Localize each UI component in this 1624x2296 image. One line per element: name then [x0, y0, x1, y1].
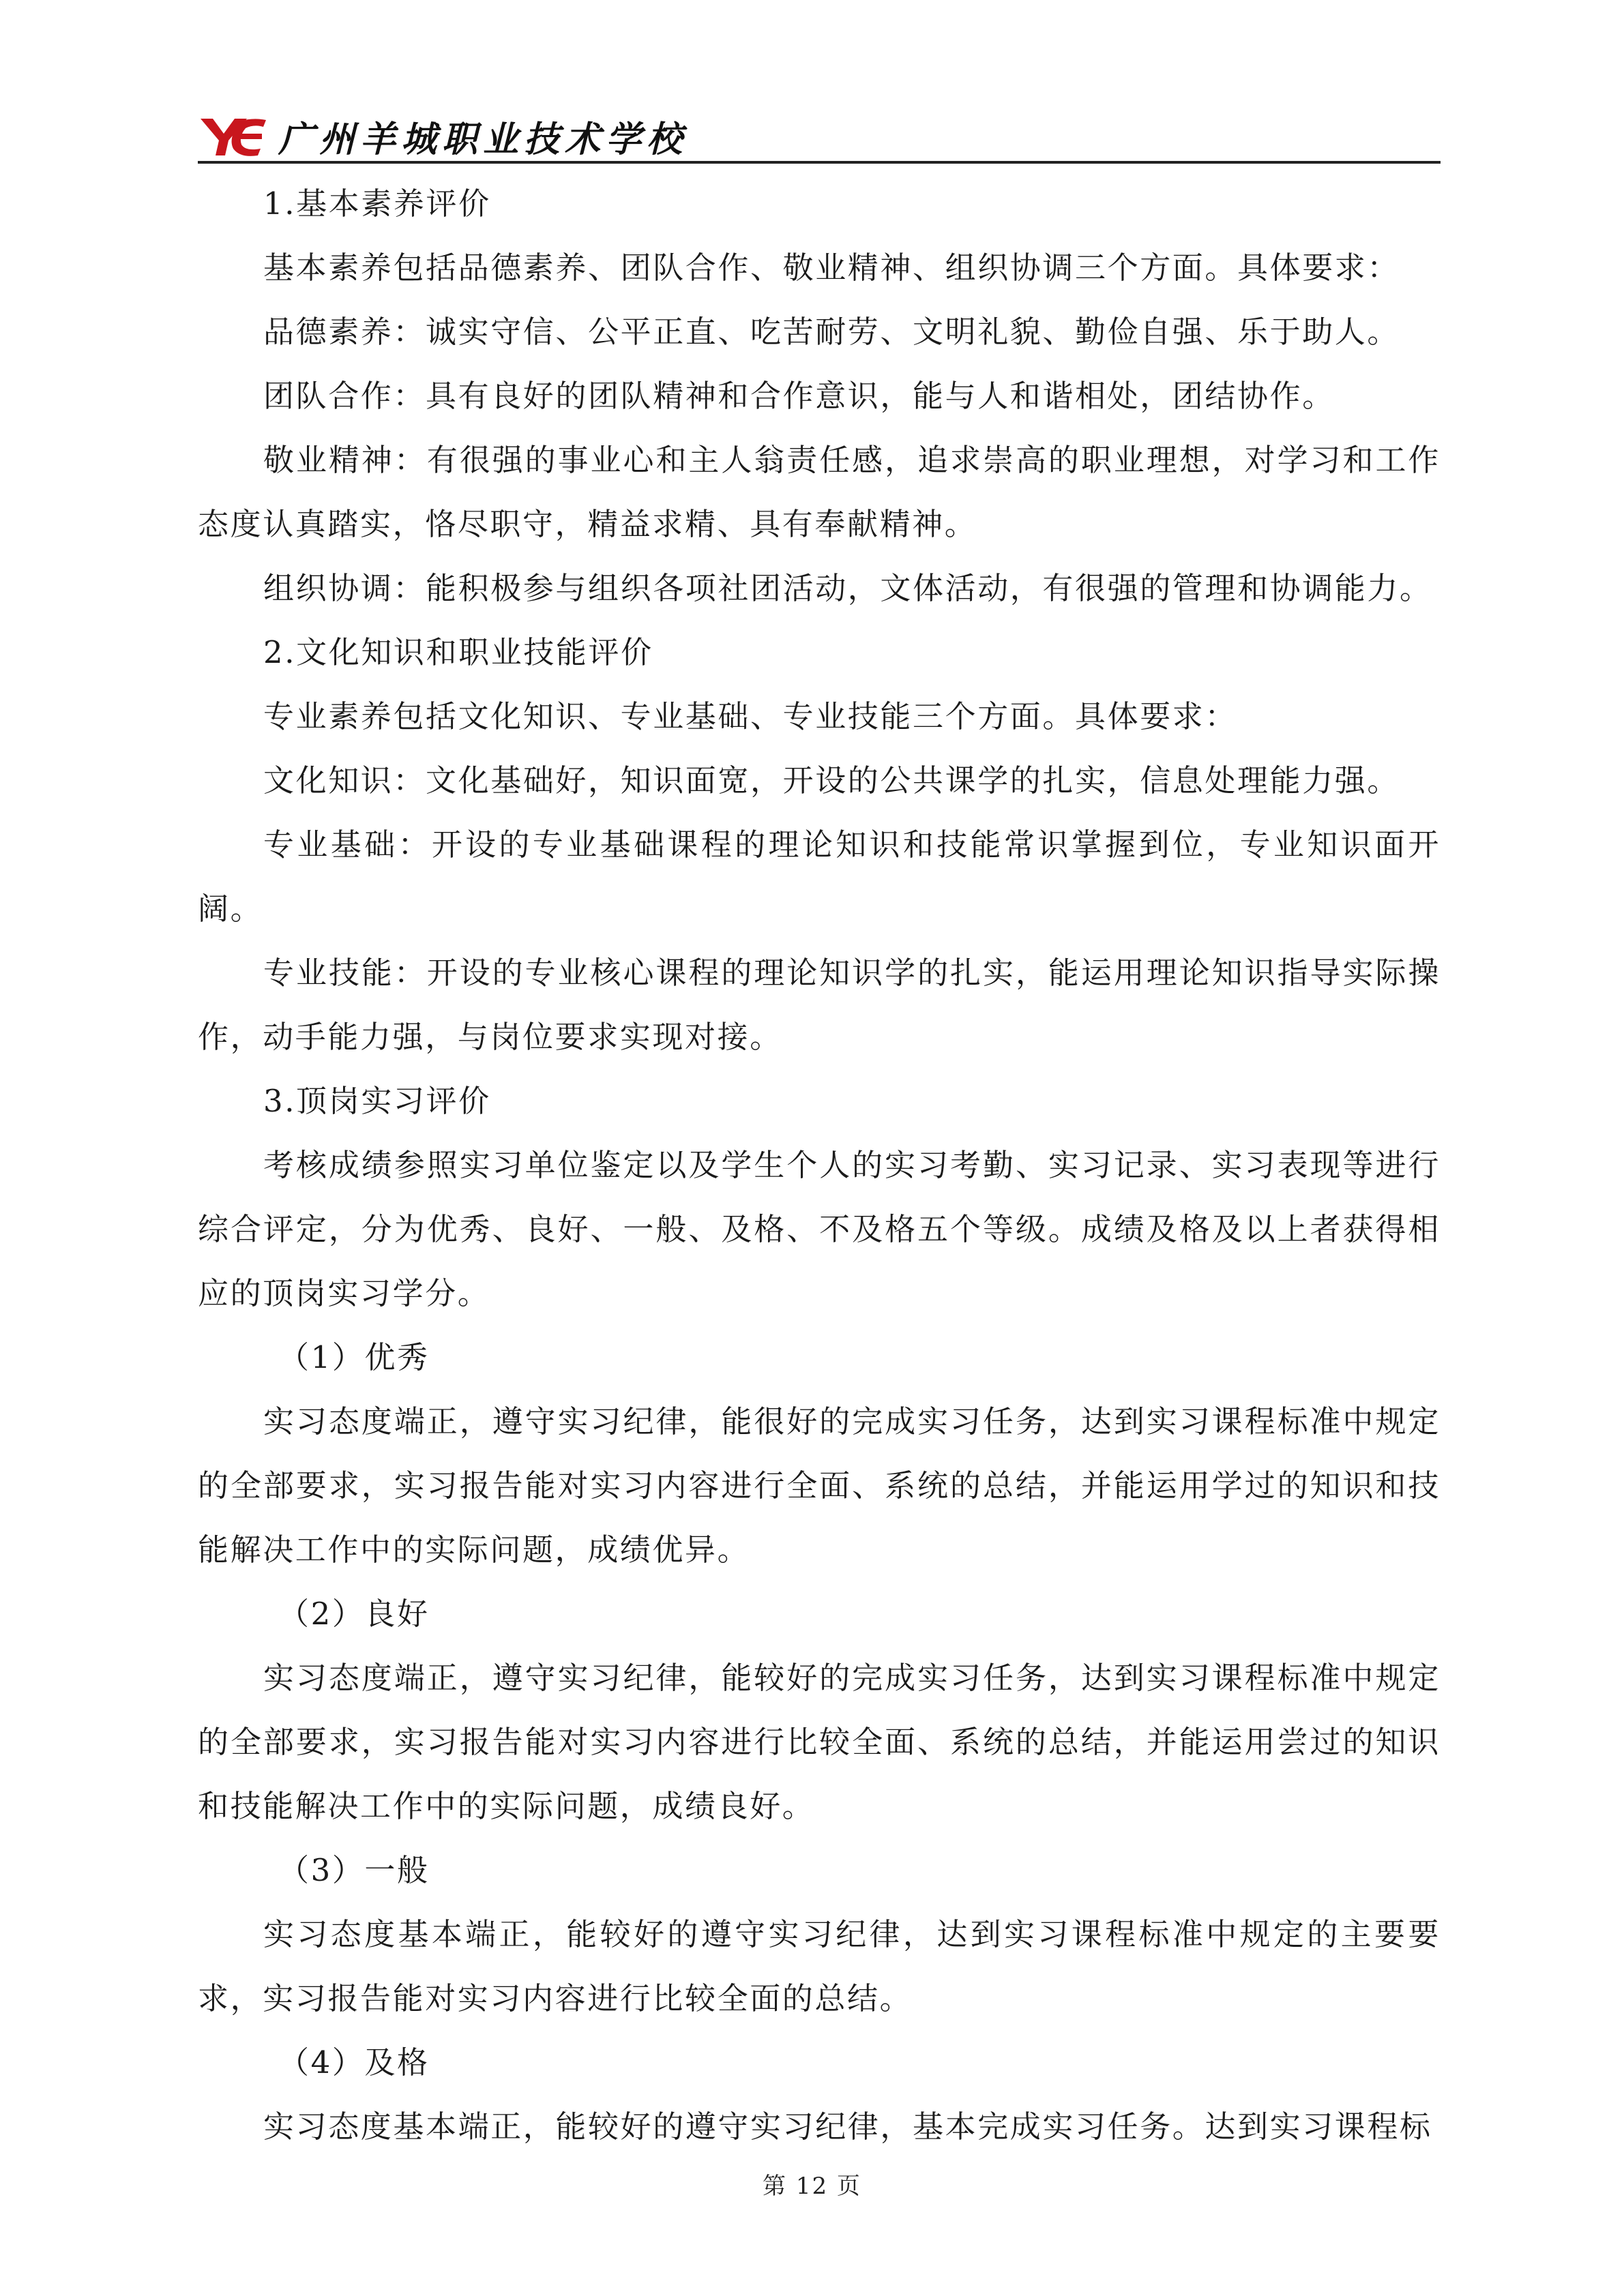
- paragraph: 敬业精神：有很强的事业心和主人翁责任感，追求崇高的职业理想，对学习和工作态度认真踏实，恪尽职守，精益求精、具有奉献精神。: [198, 442, 1441, 542]
- paragraph: 基本素养包括品德素养、团队合作、敬业精神、组织协调三个方面。具体要求：: [263, 250, 1400, 286]
- paragraph: 3.顶岗实习评价: [263, 1083, 491, 1119]
- paragraph: 实习态度基本端正，能较好的遵守实习纪律，基本完成实习任务。达到实习课程标: [263, 2108, 1432, 2145]
- paragraph: 专业技能：开设的专业核心课程的理论知识学的扎实，能运用理论知识指导实际操作，动手能力强，与岗位要求实现对接。: [198, 955, 1441, 1055]
- document-body: [198, 172, 1441, 2159]
- paragraph: 考核成绩参照实习单位鉴定以及学生个人的实习考勤、实习记录、实习表现等进行综合评定，分为优秀、良好、一般、及格、不及格五个等级。成绩及格及以上者获得相应的顶岗实习学分。: [198, 1147, 1441, 1311]
- paragraph: 专业素养包括文化知识、专业基础、专业技能三个方面。具体要求：: [263, 698, 1238, 734]
- paragraph: （1）优秀: [278, 1339, 430, 1375]
- page-number: 第 12 页: [763, 2173, 861, 2200]
- paragraph: （4）及格: [278, 2044, 430, 2081]
- paragraph: （2）良好: [278, 1596, 430, 1632]
- paragraph: 实习态度端正，遵守实习纪律，能很好的完成实习任务，达到实习课程标准中规定的全部要求，实习报告能对实习内容进行全面、系统的总结，并能运用学过的知识和技能解决工作中的实际问题，成绩优异。: [198, 1403, 1441, 1568]
- header-divider: [198, 161, 1441, 164]
- paragraph: 专业基础：开设的专业基础课程的理论知识和技能常识掌握到位，专业知识面开阔。: [198, 826, 1441, 927]
- paragraph: 1.基本素养评价: [263, 185, 491, 222]
- paragraph: 组织协调：能积极参与组织各项社团活动，文体活动，有很强的管理和协调能力。: [263, 570, 1432, 606]
- school-logo-icon: [198, 116, 269, 158]
- paragraph: 团队合作：具有良好的团队精神和合作意识，能与人和谐相处，团结协作。: [263, 378, 1335, 414]
- paragraph: 实习态度端正，遵守实习纪律，能较好的完成实习任务，达到实习课程标准中规定的全部要求，实习报告能对实习内容进行比较全面、系统的总结，并能运用尝过的知识和技能解决工作中的实际问题，成绩良好。: [198, 1660, 1441, 1824]
- paragraph: 文化知识：文化基础好，知识面宽，开设的公共课学的扎实，信息处理能力强。: [263, 762, 1400, 799]
- paragraph: 实习态度基本端正，能较好的遵守实习纪律，达到实习课程标准中规定的主要要求，实习报告能对实习内容进行比较全面的总结。: [198, 1916, 1441, 2016]
- paragraph: （3）一般: [278, 1852, 430, 1888]
- page-header: [198, 109, 1439, 164]
- paragraph: 2.文化知识和职业技能评价: [263, 634, 653, 670]
- school-name: 广州羊城职业技术学校: [278, 119, 688, 160]
- paragraph: 品德素养：诚实守信、公平正直、吃苦耐劳、文明礼貌、勤俭自强、乐于助人。: [263, 314, 1400, 350]
